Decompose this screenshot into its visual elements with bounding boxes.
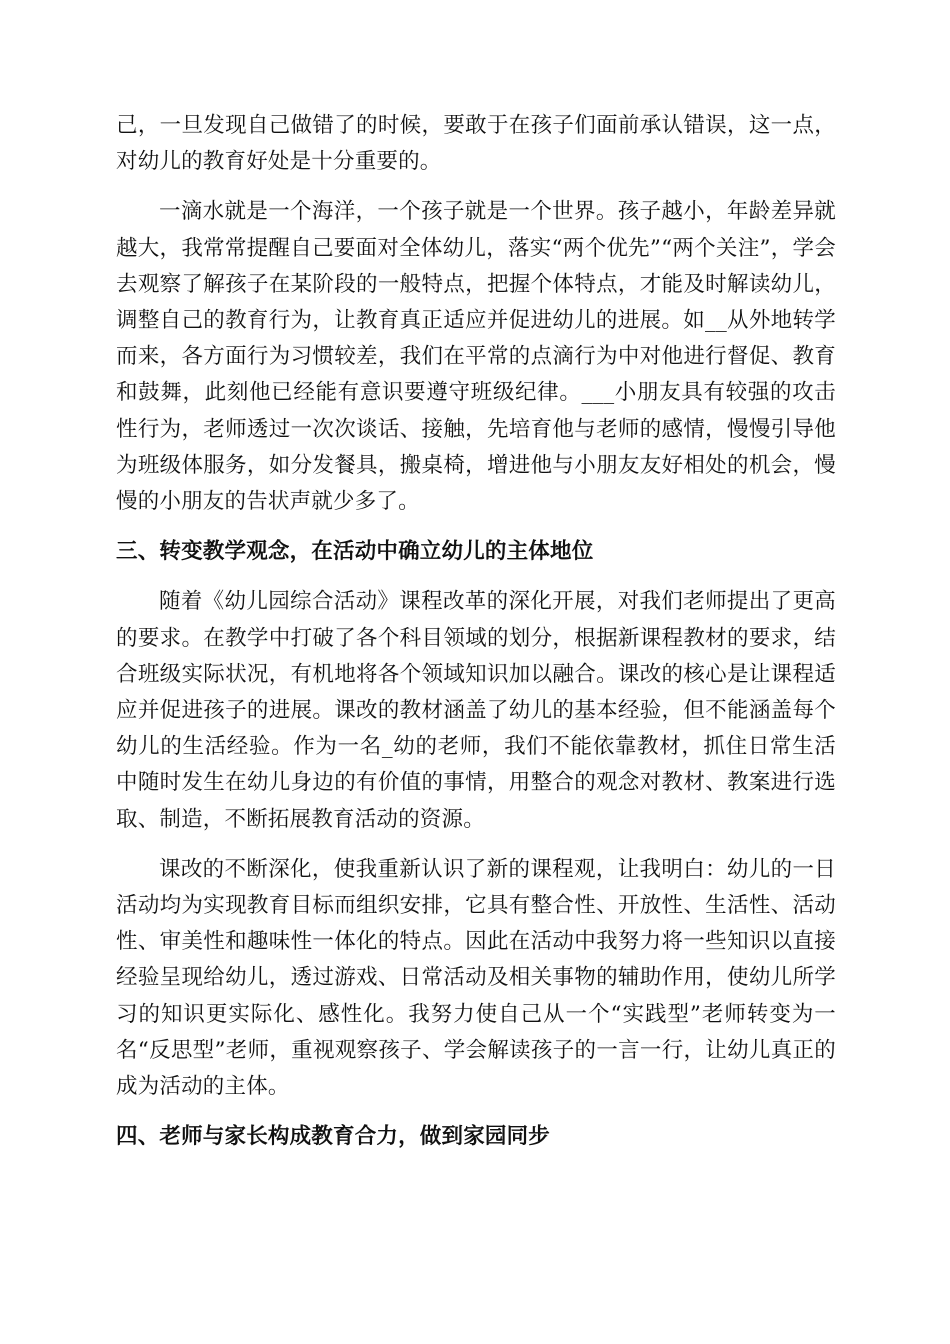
paragraph-new-curriculum-view: 课改的不断深化，使我重新认识了新的课程观，让我明白：幼儿的一日活动均为实现教育目标而组织安排，它具有整合性、开放性、生活性、活动性、审美性和趣味性一体化的特点。因此在活动中我努力将一些知识以直接经验呈现给幼儿，透过游戏、日常活动及相关事物的辅助作用，使幼儿所学习的知识更实际化、感性化。我努力使自己从一个“实践型”老师转变为一名“反思型”老师，重视观察孩子、学会解读孩子的一言一行，让幼儿真正的成为活动的主体。 [116, 856, 836, 1100]
section-heading-3: 三、转变教学观念，在活动中确立幼儿的主体地位 [116, 539, 594, 565]
section-heading-4: 四、老师与家长构成教育合力，做到家园同步 [116, 1124, 551, 1150]
paragraph-continuation: 己，一旦发现自己做错了的时候，要敢于在孩子们面前承认错误，这一点，对幼儿的教育好处是十分重要的。 [116, 113, 836, 175]
paragraph-each-child-a-world: 一滴水就是一个海洋，一个孩子就是一个世界。孩子越小，年龄差异就越大，我常常提醒自己要面对全体幼儿，落实“两个优先”“两个关注”，学会去观察了解孩子在某阶段的一般特点，把握个体特点，才能及时解读幼儿，调整自己的教育行为，让教育真正适应并促进幼儿的进展。如__从外地转学而来，各方面行为习惯较差，我们在平常的点滴行为中对他进行督促、教育和鼓舞，此刻他已经能有意识要遵守班级纪律。___小朋友具有较强的攻击性行为，老师透过一次次谈话、接触，先培育他与老师的感情，慢慢引导他为班级体服务，如分发餐具，搬桌椅，增进他与小朋友友好相处的机会，慢慢的小朋友的告状声就少多了。 [116, 199, 836, 515]
paragraph-curriculum-reform: 随着《幼儿园综合活动》课程改革的深化开展，对我们老师提出了更高的要求。在教学中打破了各个科目领域的划分，根据新课程教材的要求，结合班级实际状况，有机地将各个领域知识加以融合。课改的核心是让课程适应并促进孩子的进展。课改的教材涵盖了幼儿的基本经验，但不能涵盖每个幼儿的生活经验。作为一名_幼的老师，我们不能依靠教材，抓住日常生活中随时发生在幼儿身边的有价值的事情，用整合的观念对教材、教案进行选取、制造，不断拓展教育活动的资源。 [116, 589, 836, 832]
document-body [116, 108, 836, 1169]
